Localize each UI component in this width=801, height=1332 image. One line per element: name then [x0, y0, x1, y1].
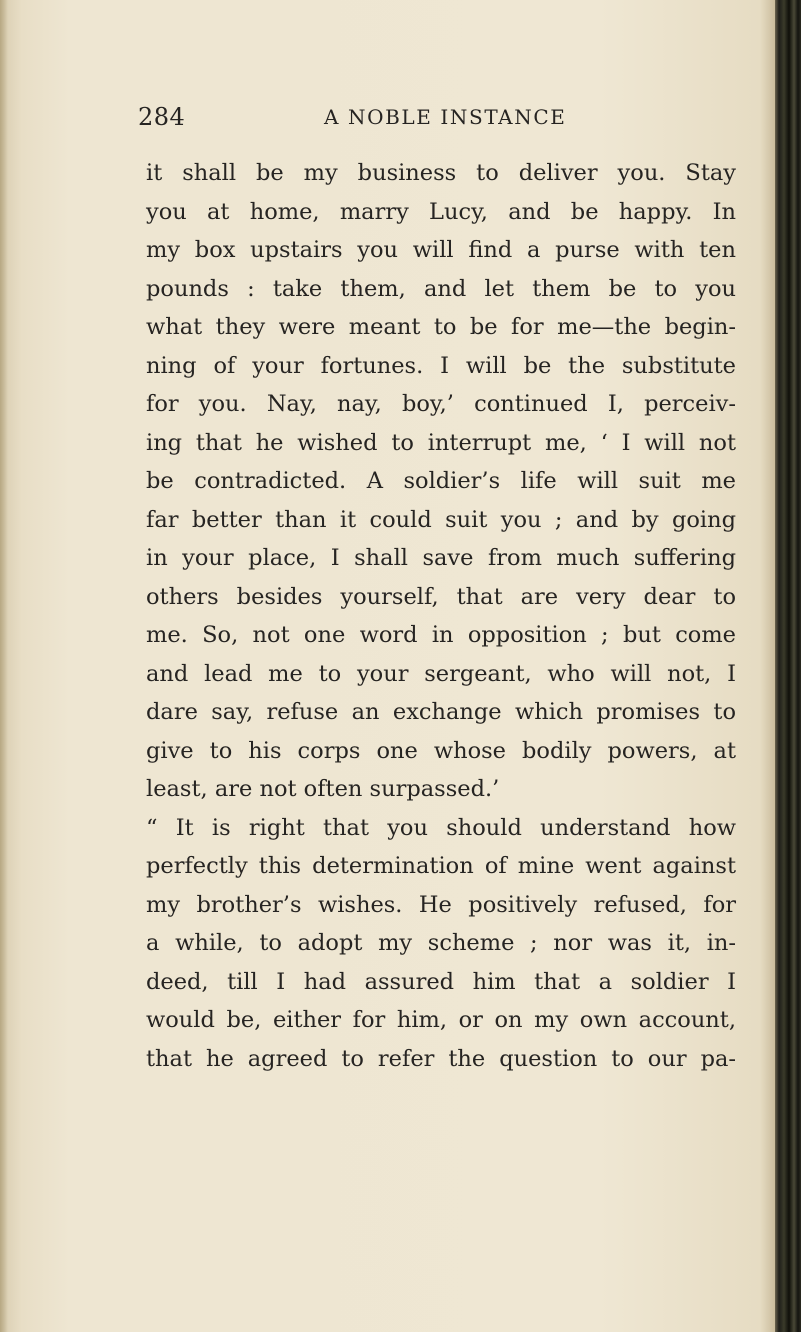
- text-line: deed, till I had assured him that a soldier I: [146, 968, 736, 995]
- page-gutter-shadow: [0, 0, 8, 1332]
- text-line: ing that he wished to interrupt me, ‘ I will not: [146, 429, 736, 456]
- body-text: [146, 154, 736, 1078]
- book-spine-edge: [775, 0, 801, 1332]
- text-line: least, are not often surpassed.’: [146, 776, 500, 802]
- text-line: others besides yourself, that are very dear to: [146, 583, 736, 610]
- text-line: and lead me to your sergeant, who will not, I: [146, 660, 736, 687]
- text-line: would be, either for him, or on my own account,: [146, 1007, 736, 1033]
- page-number: 284: [138, 103, 186, 131]
- text-line: dare say, refuse an exchange which promises to: [146, 699, 736, 725]
- text-line: my brother’s wishes. He positively refused, for: [146, 891, 736, 918]
- text-line: far better than it could suit you ; and by going: [146, 506, 736, 533]
- text-line: pounds : take them, and let them be to you: [146, 275, 736, 302]
- running-head: A NOBLE INSTANCE: [324, 105, 567, 129]
- text-line: that he agreed to refer the question to our pa-: [146, 1045, 736, 1072]
- page-header: [138, 103, 758, 135]
- text-line: my box upstairs you will find a purse with ten: [146, 237, 736, 263]
- text-line: ning of your fortunes. I will be the substitute: [146, 352, 736, 379]
- text-line: what they were meant to be for me—the begin-: [146, 314, 736, 340]
- text-line: a while, to adopt my scheme ; nor was it, in-: [146, 930, 736, 956]
- text-line: me. So, not one word in opposition ; but come: [146, 622, 736, 648]
- text-line: for you. Nay, nay, boy,’ continued I, perceiv-: [146, 391, 736, 417]
- text-line: be contradicted. A soldier’s life will suit me: [146, 468, 736, 494]
- text-line: in your place, I shall save from much suffering: [146, 545, 736, 571]
- text-line: “ It is right that you should understand how: [146, 814, 736, 841]
- text-line: it shall be my business to deliver you. Stay: [146, 160, 736, 186]
- text-line: you at home, marry Lucy, and be happy. In: [146, 198, 736, 225]
- text-line: give to his corps one whose bodily powers, at: [146, 737, 736, 764]
- text-line: perfectly this determination of mine went against: [146, 853, 736, 879]
